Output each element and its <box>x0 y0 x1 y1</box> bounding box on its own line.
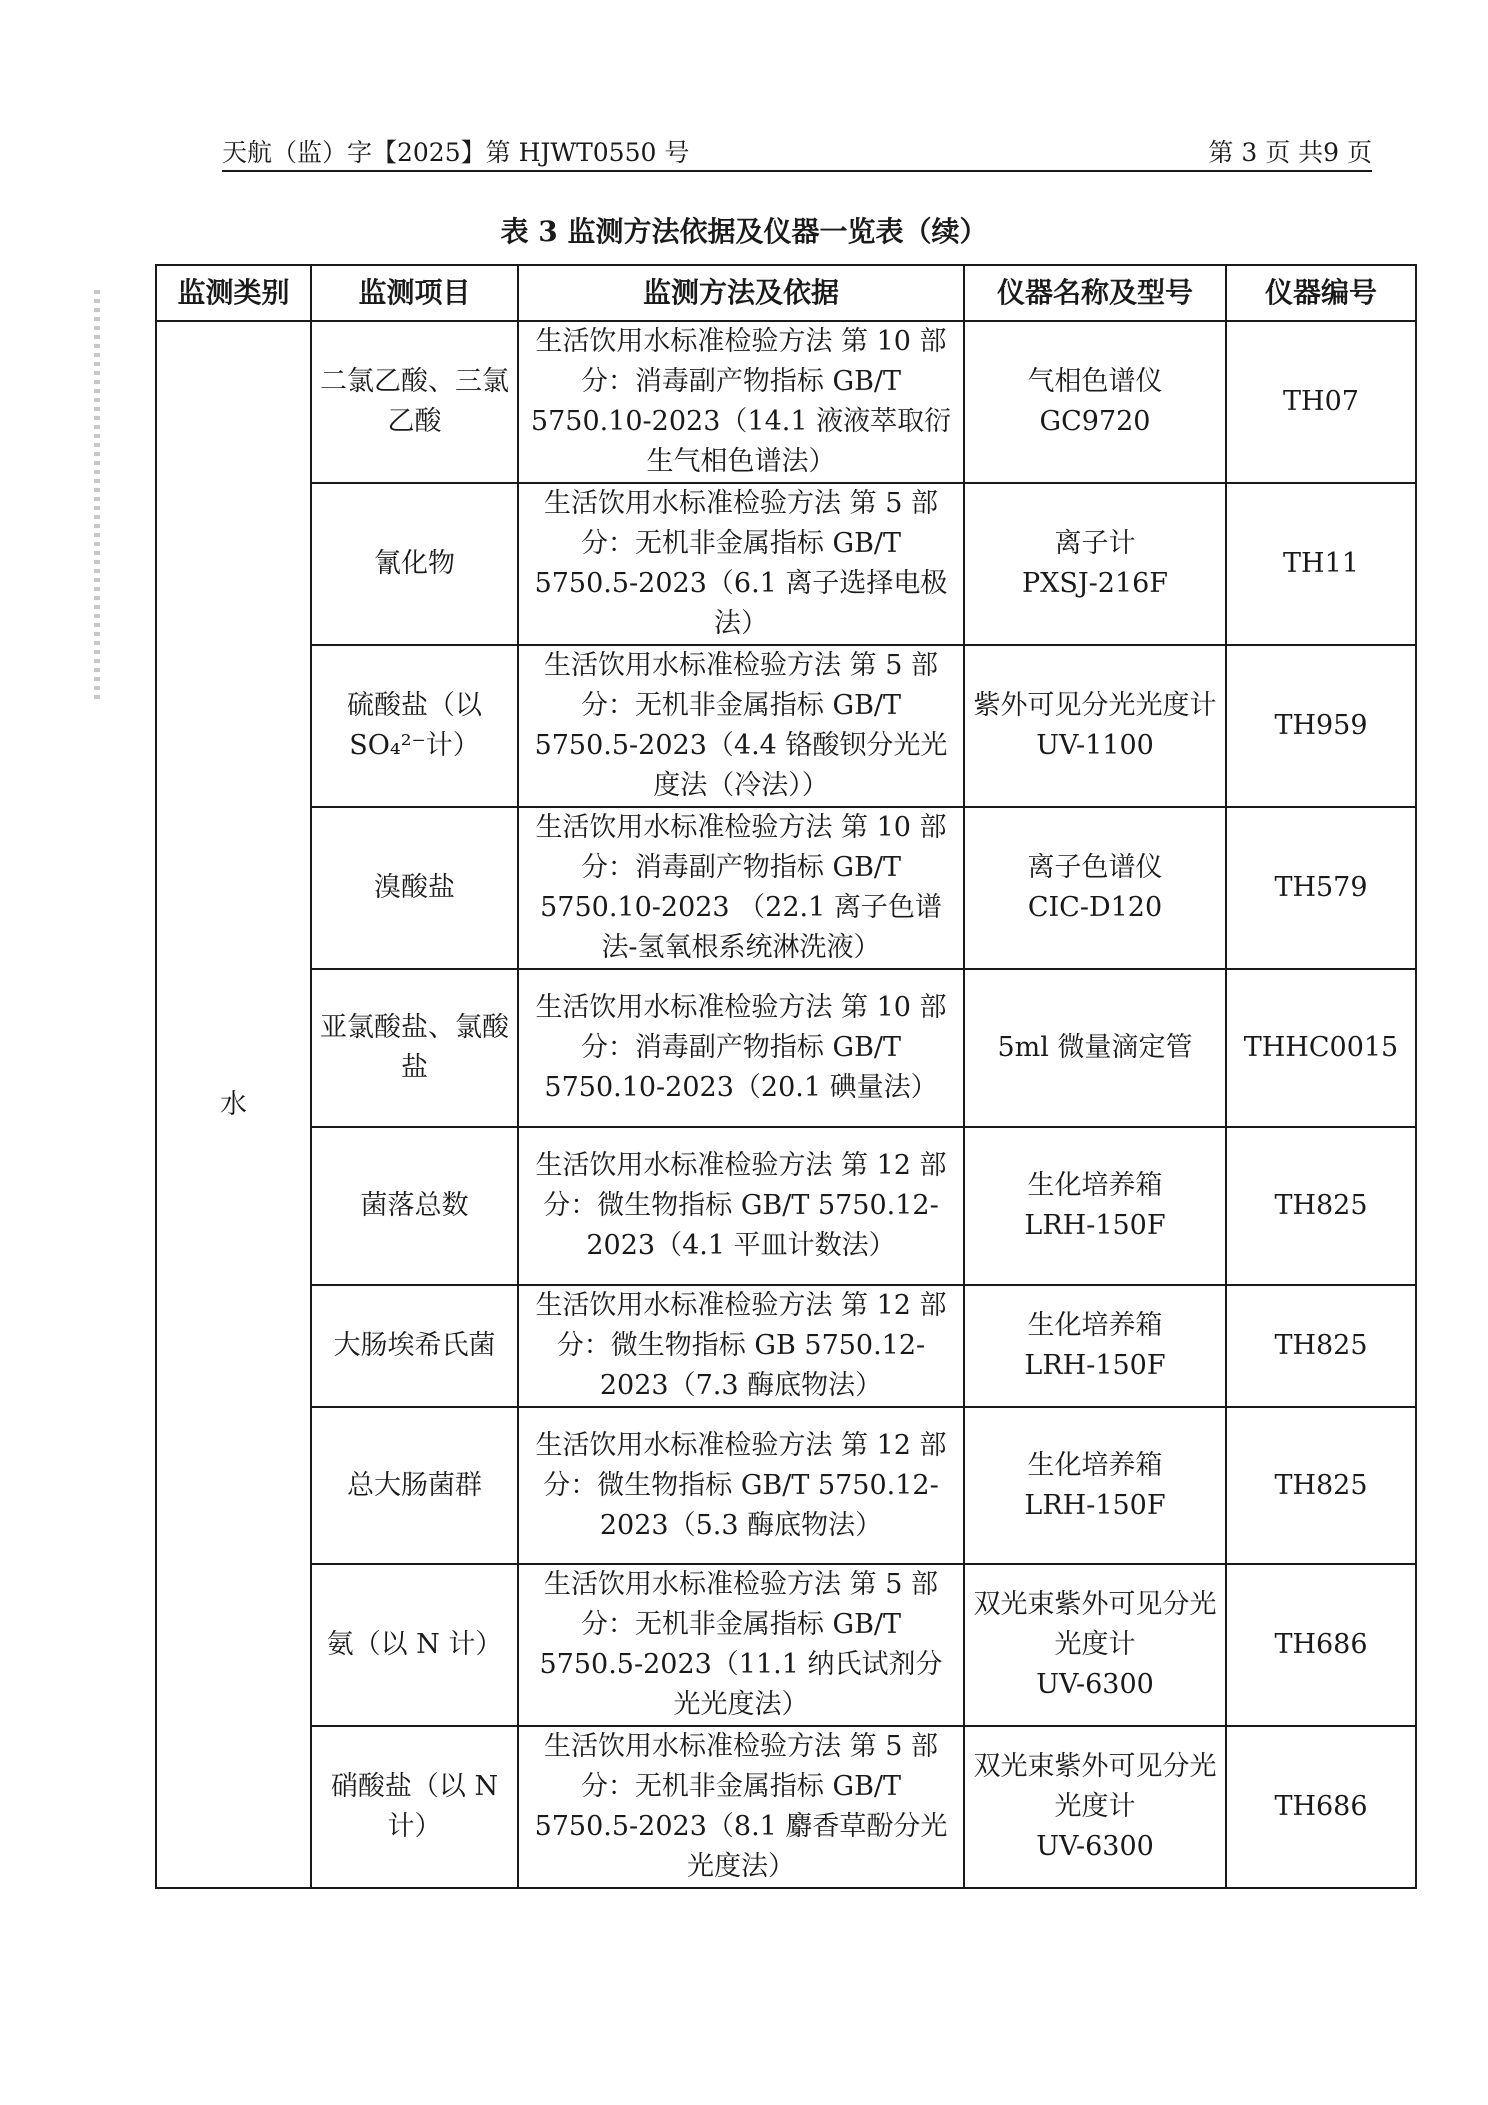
category-cell: 水 <box>156 321 311 1888</box>
instrument-name: 离子计 <box>1054 528 1136 559</box>
item-cell: 氨（以 N 计） <box>311 1564 518 1726</box>
instrument-model: CIC-D120 <box>1027 892 1163 923</box>
page-number: 第 3 页 共9 页 <box>1208 138 1372 167</box>
method-cell: 生活饮用水标准检验方法 第 5 部分：无机非金属指标 GB/T 5750.5-2023（6.1 离子选择电极法） <box>518 483 964 645</box>
margin-stamp-mark <box>94 290 100 700</box>
instrument-cell <box>964 1564 1226 1726</box>
instrument-cell <box>964 1285 1226 1407</box>
table-row <box>156 1407 1416 1564</box>
item-cell: 溴酸盐 <box>311 807 518 969</box>
instrument-name: 5ml 微量滴定管 <box>997 1032 1193 1063</box>
instrument-name: 生化培养箱 <box>1027 1310 1163 1341</box>
methods-instruments-table <box>155 264 1417 1889</box>
instrument-cell <box>964 807 1226 969</box>
instrument-cell <box>964 1407 1226 1564</box>
table-row <box>156 1564 1416 1726</box>
item-cell: 硝酸盐（以 N 计） <box>311 1726 518 1888</box>
header-instrument-number: 仪器编号 <box>1226 265 1416 321</box>
method-cell: 生活饮用水标准检验方法 第 5 部分：无机非金属指标 GB/T 5750.5-2023（4.4 铬酸钡分光光度法（冷法）） <box>518 645 964 807</box>
instrument-cell <box>964 1127 1226 1285</box>
item-cell: 总大肠菌群 <box>311 1407 518 1564</box>
instrument-model: UV-1100 <box>1036 730 1154 761</box>
method-cell: 生活饮用水标准检验方法 第 5 部分：无机非金属指标 GB/T 5750.5-2023（8.1 麝香草酚分光光度法） <box>518 1726 964 1888</box>
instrument-cell <box>964 645 1226 807</box>
instrument-number-cell: TH11 <box>1226 483 1416 645</box>
header-category: 监测类别 <box>156 265 311 321</box>
instrument-number-cell: TH825 <box>1226 1127 1416 1285</box>
instrument-name: 生化培养箱 <box>1027 1449 1163 1481</box>
method-cell: 生活饮用水标准检验方法 第 12 部分：微生物指标 GB 5750.12-2023（7.3 酶底物法） <box>518 1285 964 1407</box>
instrument-number-cell: TH825 <box>1226 1407 1416 1564</box>
instrument-model: UV-6300 <box>1036 1831 1154 1862</box>
instrument-cell <box>964 321 1226 483</box>
instrument-model: PXSJ-216F <box>1021 568 1169 599</box>
table-row <box>156 321 1416 483</box>
instrument-number-cell: TH959 <box>1226 645 1416 807</box>
method-cell: 生活饮用水标准检验方法 第 10 部分：消毒副产物指标 GB/T 5750.10-2023（20.1 碘量法） <box>518 969 964 1127</box>
method-cell: 生活饮用水标准检验方法 第 10 部分：消毒副产物指标 GB/T 5750.10-2023（14.1 液液萃取衍生气相色谱法） <box>518 321 964 483</box>
item-cell: 大肠埃希氏菌 <box>311 1285 518 1407</box>
table-row <box>156 1726 1416 1888</box>
item-cell: 硫酸盐（以SO₄²⁻计） <box>311 645 518 807</box>
table-caption: 表 3 监测方法依据及仪器一览表（续） <box>500 215 988 248</box>
item-cell: 二氯乙酸、三氯乙酸 <box>311 321 518 483</box>
instrument-name: 紫外可见分光光度计 <box>973 690 1217 721</box>
table-row <box>156 1285 1416 1407</box>
item-cell: 亚氯酸盐、氯酸盐 <box>311 969 518 1127</box>
header-method: 监测方法及依据 <box>518 265 964 321</box>
table-row <box>156 645 1416 807</box>
instrument-name: 离子色谱仪 <box>1027 852 1163 883</box>
method-cell: 生活饮用水标准检验方法 第 12 部分：微生物指标 GB/T 5750.12-2023（4.1 平皿计数法） <box>518 1127 964 1285</box>
instrument-cell <box>964 1726 1226 1888</box>
table-row <box>156 807 1416 969</box>
instrument-model: GC9720 <box>1039 406 1151 437</box>
instrument-name: 气相色谱仪 <box>1027 366 1163 397</box>
table-header-row <box>156 265 1416 321</box>
document-number: 天航（监）字【2025】第 HJWT0550 号 <box>222 138 690 167</box>
instrument-name: 生化培养箱 <box>1027 1170 1163 1201</box>
instrument-number-cell: TH07 <box>1226 321 1416 483</box>
instrument-model: LRH-150F <box>1024 1489 1166 1521</box>
instrument-name: 双光束紫外可见分光光度计 <box>973 1751 1217 1822</box>
instrument-cell <box>964 969 1226 1127</box>
instrument-number-cell: TH579 <box>1226 807 1416 969</box>
header-item: 监测项目 <box>311 265 518 321</box>
item-cell: 氰化物 <box>311 483 518 645</box>
instrument-model: LRH-150F <box>1024 1210 1166 1241</box>
instrument-number-cell: THHC0015 <box>1226 969 1416 1127</box>
instrument-cell <box>964 483 1226 645</box>
instrument-model: UV-6300 <box>1036 1669 1154 1700</box>
method-cell: 生活饮用水标准检验方法 第 12 部分：微生物指标 GB/T 5750.12-2023（5.3 酶底物法） <box>518 1407 964 1564</box>
page-header <box>222 136 1372 172</box>
instrument-number-cell: TH825 <box>1226 1285 1416 1407</box>
table-row <box>156 1127 1416 1285</box>
header-instrument: 仪器名称及型号 <box>964 265 1226 321</box>
item-cell: 菌落总数 <box>311 1127 518 1285</box>
instrument-number-cell: TH686 <box>1226 1564 1416 1726</box>
table-row <box>156 483 1416 645</box>
table-row <box>156 969 1416 1127</box>
method-cell: 生活饮用水标准检验方法 第 5 部分：无机非金属指标 GB/T 5750.5-2023（11.1 纳氏试剂分光光度法） <box>518 1564 964 1726</box>
instrument-name: 双光束紫外可见分光光度计 <box>973 1589 1217 1660</box>
instrument-number-cell: TH686 <box>1226 1726 1416 1888</box>
method-cell: 生活饮用水标准检验方法 第 10 部分：消毒副产物指标 GB/T 5750.10-2023 （22.1 离子色谱法-氢氧根系统淋洗液） <box>518 807 964 969</box>
instrument-model: LRH-150F <box>1024 1350 1166 1381</box>
